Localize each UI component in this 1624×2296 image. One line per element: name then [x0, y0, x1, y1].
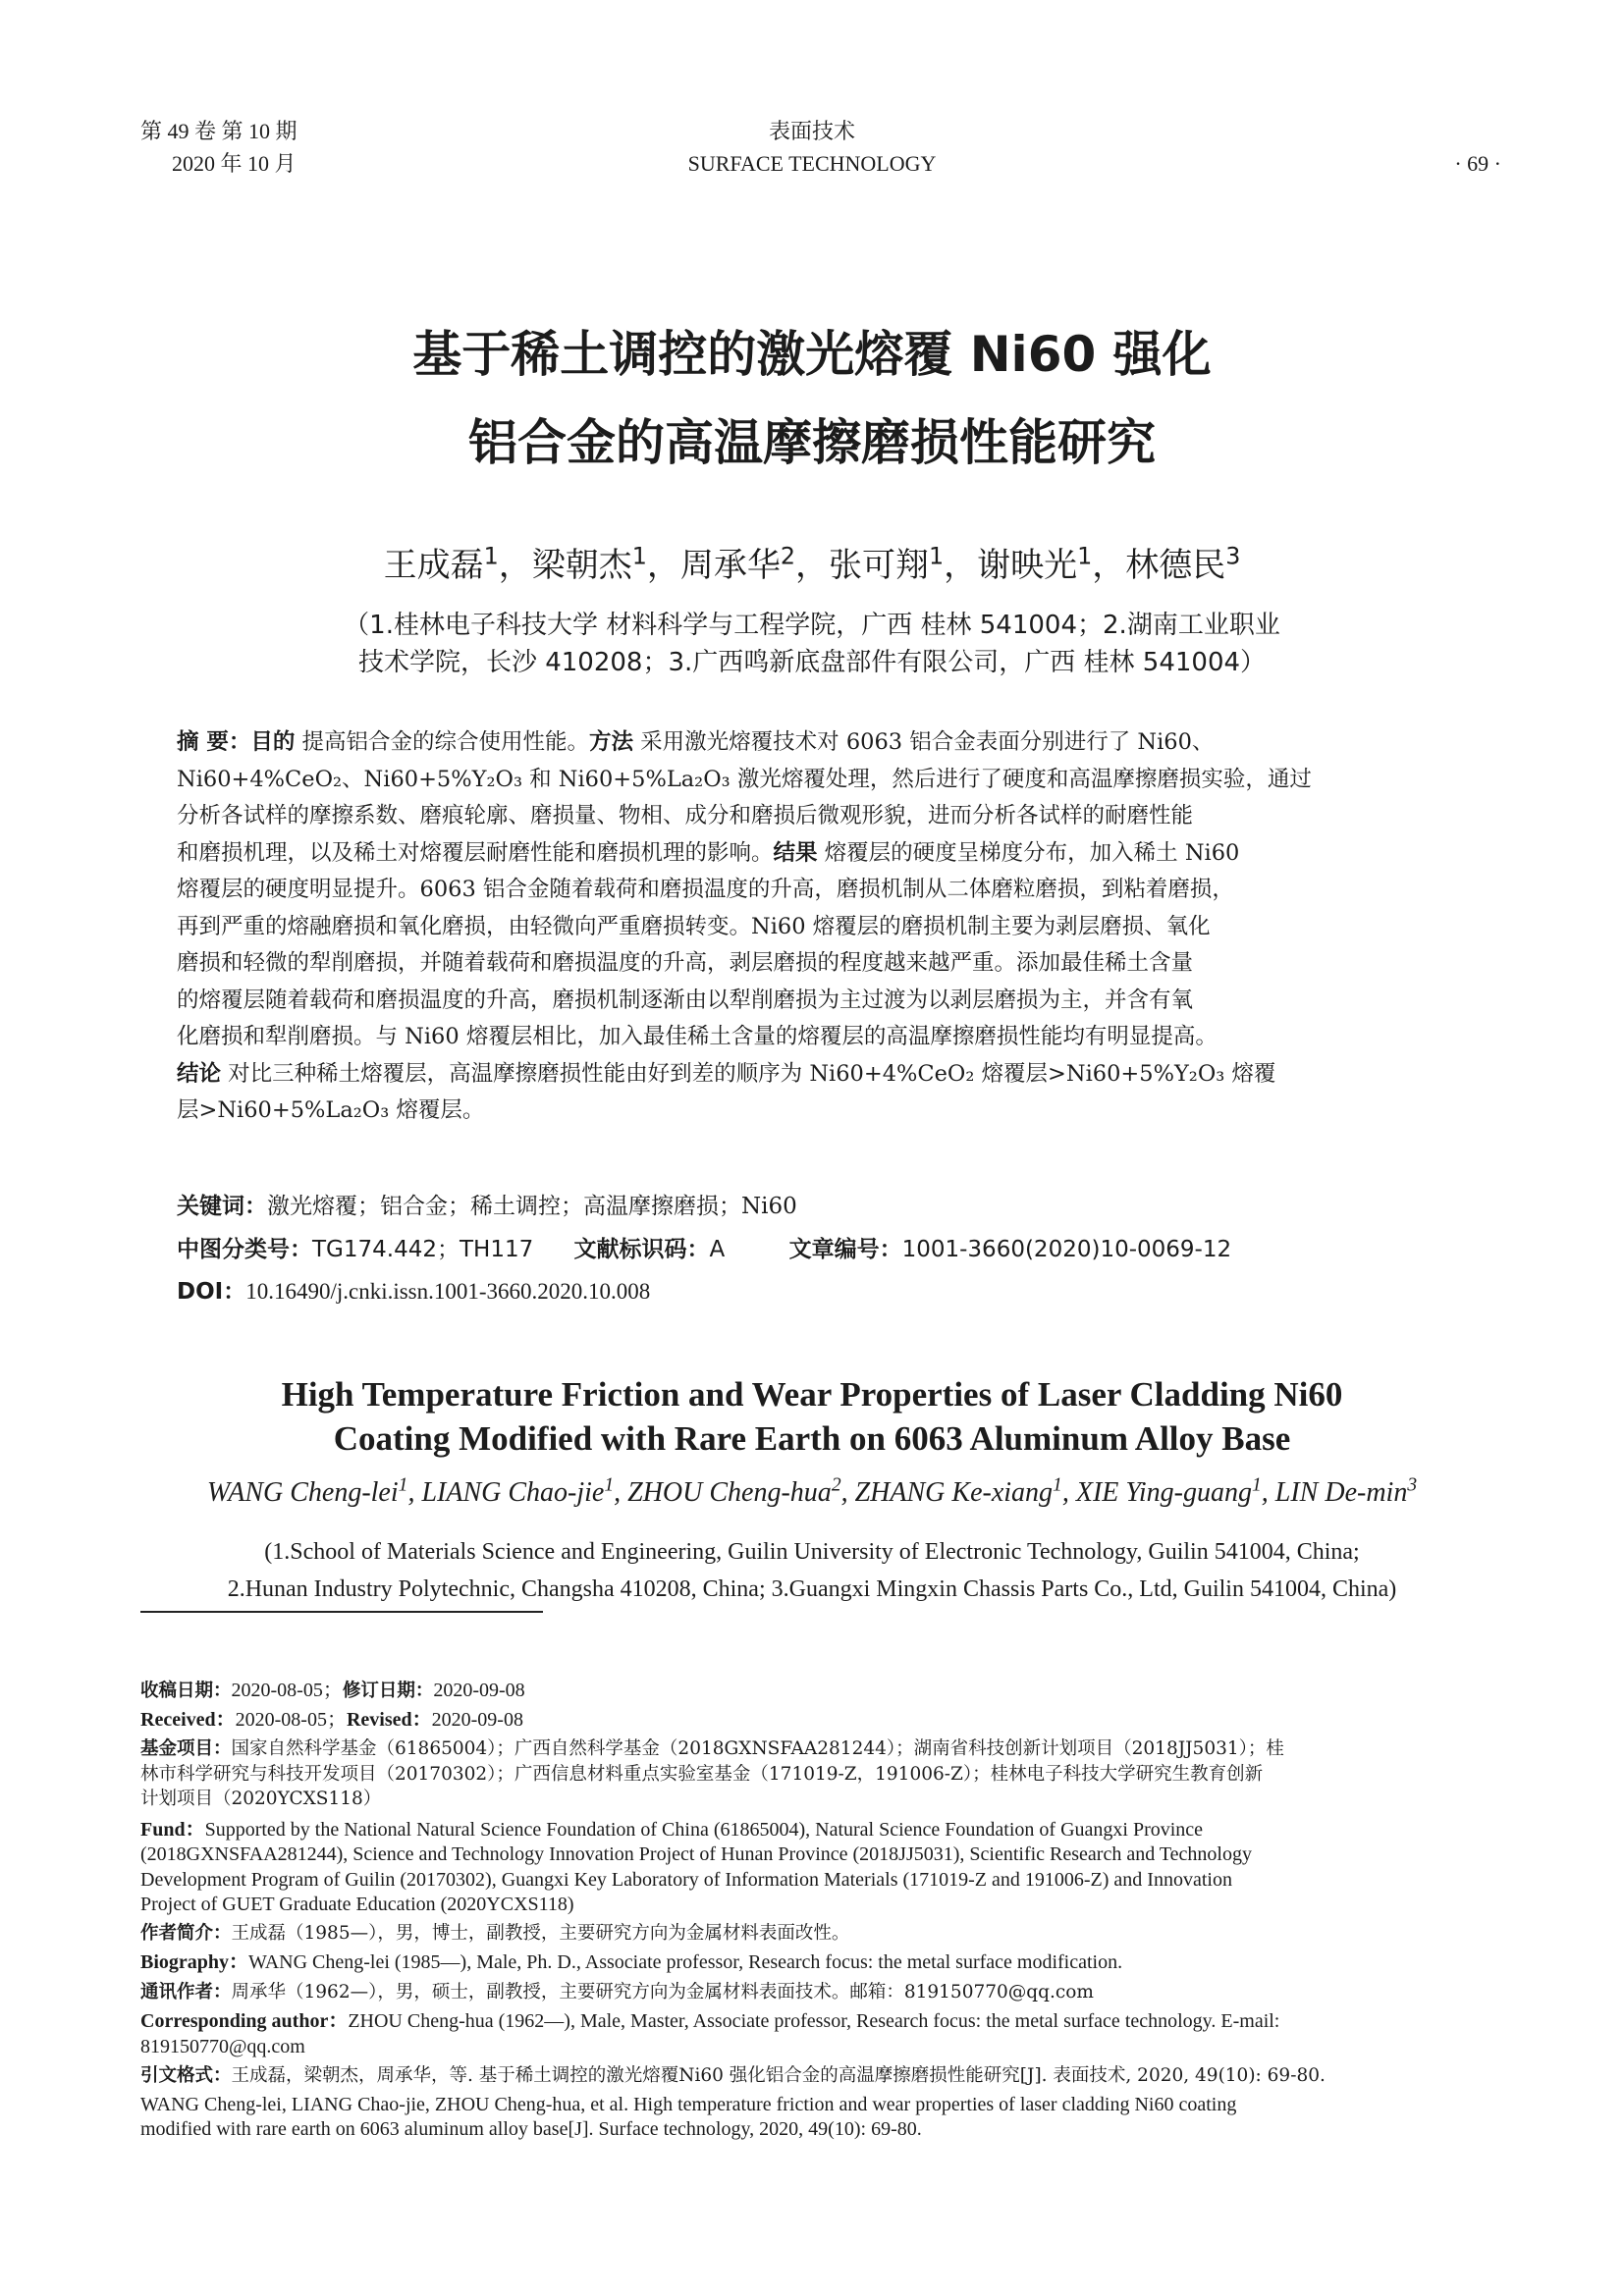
author-cn: 林德民 — [1125, 546, 1226, 585]
fund-cn-text: 国家自然科学基金（61865004）；广西自然科学基金（2018GXNSFAA281244）；湖南省科技创新计划项目（2018JJ5031）；桂 — [231, 1738, 1284, 1759]
abstract-text: 对比三种稀土熔覆层，高温摩擦磨损性能由好到差的顺序为 Ni60+4%CeO₂ 熔覆层>Ni60+5%Y₂O₃ 熔覆 — [221, 1060, 1276, 1087]
author-en: ZHANG Ke-xiang — [854, 1477, 1054, 1508]
title-en-line-1: High Temperature Friction and Wear Properties of Laser Cladding Ni60 — [281, 1375, 1343, 1414]
received-cn-label: 收稿日期： — [140, 1681, 232, 1701]
affiliation-en-line-2: 2.Hunan Industry Polytechnic, Changsha 410208, China; 3.Guangxi Mingxin Chassis Parts Co., Ltd, Guilin 541004, China) — [227, 1576, 1397, 1602]
keywords-value: 激光熔覆；铝合金；稀土调控；高温摩擦磨损；Ni60 — [267, 1194, 797, 1219]
author-cn: 梁朝杰 — [531, 546, 632, 585]
abstract-line: Ni60+4%CeO₂、Ni60+5%Y₂O₃ 和 Ni60+5%La₂O₃ 激光熔覆处理，然后进行了硬度和高温摩擦磨损实验，通过 — [177, 766, 1312, 792]
fund-en-label: Fund： — [140, 1818, 205, 1841]
affiliation-cn-line-2: 技术学院，长沙 410208；3.广西鸣新底盘部件有限公司，广西 桂林 541004） — [357, 648, 1267, 677]
abstract-text: 提高铝合金的综合使用性能。 — [295, 729, 590, 755]
fund-cn-line: 计划项目（2020YCXS118） — [140, 1789, 382, 1809]
title-cn-line-1: 基于稀土调控的激光熔覆 Ni60 强化 — [412, 326, 1212, 383]
received-cn-value: 2020-08-05； — [231, 1680, 343, 1701]
author-cn-affil-mark: 3 — [1225, 542, 1241, 570]
author-en: XIE Ying-guang — [1075, 1477, 1252, 1508]
abstract-text: 采用激光熔覆技术对 6063 铝合金表面分别进行了 Ni60、 — [633, 729, 1215, 755]
fund-en-text: Supported by the National Natural Science Foundation of China (61865004), Natural Science Foundation of Guangxi Province — [204, 1818, 1204, 1841]
abstract-cn — [177, 724, 1453, 1130]
revised-en-label: Revised： — [346, 1708, 432, 1731]
fund-en-line: Project of GUET Graduate Education (2020YCXS118) — [140, 1894, 574, 1915]
header-volume-issue: 第 49 卷 第 10 期 — [140, 119, 298, 143]
corr-en-email: 819150770@qq.com — [140, 2035, 305, 2057]
header-date: 2020 年 10 月 — [172, 151, 297, 176]
author-cn: 王成磊 — [383, 546, 484, 585]
affiliations-en — [0, 1533, 1624, 1608]
author-en-affil-mark: 1 — [604, 1474, 615, 1496]
cite-cn-label: 引文格式： — [140, 2065, 232, 2086]
doi — [177, 1273, 650, 1306]
author-en: ZHOU Cheng-hua — [627, 1477, 832, 1508]
footnotes — [140, 1679, 1495, 2143]
affiliation-cn-line-1: （1.桂林电子科技大学 材料科学与工程学院，广西 桂林 541004；2.湖南工业职业 — [344, 611, 1280, 640]
abstract-line: 的熔覆层随着载荷和磨损温度的升高，磨损机制逐渐由以犁削磨损为主过渡为以剥层磨损为主，并含有氧 — [177, 987, 1194, 1013]
author-en: LIN De-min — [1274, 1477, 1408, 1508]
revised-cn-value: 2020-09-08 — [433, 1680, 525, 1701]
fund-cn-line: 林市科学研究与科技开发项目（20170302）；广西信息材料重点实验室基金（171019-Z，191006-Z）；桂林电子科技大学研究生教育创新 — [140, 1763, 1264, 1785]
cite-cn-value: 王成磊，梁朝杰，周承华，等. 基于稀土调控的激光熔覆Ni60 强化铝合金的高温摩擦磨损性能研究[J]. 表面技术, 2020, 49(10): 69-80. — [231, 2065, 1326, 2086]
bio-en-label: Biography： — [140, 1951, 249, 1973]
abstract-line: 层>Ni60+5%La₂O₃ 熔覆层。 — [177, 1097, 485, 1123]
abstract-text: 熔覆层的硬度呈梯度分布，加入稀土 Ni60 — [817, 839, 1240, 866]
author-en-affil-mark: 1 — [1053, 1474, 1062, 1496]
abstract-label: 摘 要： — [177, 729, 251, 755]
doc-code-value: A — [709, 1237, 726, 1262]
method-label: 方法 — [589, 729, 634, 755]
author-en: WANG Cheng-lei — [206, 1477, 399, 1508]
revised-cn-label: 修订日期： — [342, 1681, 434, 1701]
title-en-line-2: Coating Modified with Rare Earth on 6063 Aluminum Alloy Base — [333, 1419, 1291, 1458]
article-number-value: 1001-3660(2020)10-0069-12 — [901, 1237, 1232, 1262]
header-journal-cn: 表面技术 — [768, 119, 855, 143]
abstract-line: 分析各试样的摩擦系数、磨痕轮廓、磨损量、物相、成分和磨损后微观形貌，进而分析各试样的耐磨性能 — [177, 803, 1194, 828]
author-cn-affil-mark: 1 — [1077, 542, 1093, 570]
author-cn-affil-mark: 1 — [483, 542, 499, 570]
author-cn: 张可翔 — [829, 546, 929, 585]
corr-cn-value: 周承华（1962—），男，硕士，副教授，主要研究方向为金属材料表面技术。邮箱：819150770@qq.com — [231, 1981, 1094, 2002]
authors-cn: 王成磊$^1$，梁朝杰$^1$，周承华$^2$，张可翔$^1$，谢映光$^1$，林德民$^3$ — [383, 542, 1241, 585]
abstract-line: 熔覆层的硬度明显提升。6063 铝合金随着载荷和磨损温度的升高，磨损机制从二体磨粒磨损，到粘着磨损， — [177, 877, 1234, 902]
clc-value: TG174.442；TH117 — [312, 1237, 534, 1262]
keywords-label: 关键词： — [177, 1194, 267, 1219]
result-label: 结果 — [773, 839, 818, 866]
author-cn-affil-mark: 2 — [780, 542, 795, 570]
bio-cn-value: 王成磊（1985—），男，博士，副教授，主要研究方向为金属材料表面改性。 — [231, 1922, 850, 1944]
revised-en-value: 2020-09-08 — [431, 1708, 523, 1731]
author-en-affil-mark: 3 — [1407, 1474, 1418, 1496]
corr-en-label: Corresponding author： — [140, 2010, 349, 2032]
keywords — [177, 1188, 797, 1220]
header-page-number: · 69 · — [1454, 151, 1501, 176]
author-cn-affil-mark: 1 — [929, 542, 945, 570]
bio-cn-label: 作者简介： — [140, 1922, 232, 1944]
fund-en-line: Development Program of Guilin (20170302), Guangxi Key Laboratory of Information Materials (171019-Z and 191006-Z) and Innovation — [140, 1868, 1232, 1891]
doi-value[interactable]: 10.16490/j.cnki.issn.1001-3660.2020.10.008 — [245, 1279, 651, 1304]
fund-cn-label: 基金项目： — [140, 1738, 232, 1759]
clc-label: 中图分类号： — [177, 1237, 312, 1262]
author-en-affil-mark: 1 — [398, 1474, 408, 1496]
doc-code-label: 文献标识码： — [573, 1237, 710, 1262]
author-cn: 周承华 — [679, 546, 781, 585]
corr-cn-label: 通讯作者： — [140, 1981, 232, 2002]
author-cn-affil-mark: 1 — [631, 542, 647, 570]
abstract-line: 磨损和轻微的犁削磨损，并随着载荷和磨损温度的升高，剥层磨损的程度越来越严重。添加最佳稀土含量 — [177, 950, 1194, 976]
affiliations-cn — [0, 607, 1624, 681]
author-en-affil-mark: 2 — [831, 1474, 841, 1496]
received-en-label: Received： — [140, 1708, 236, 1731]
authors-en: WANG Cheng-lei$^1$, LIANG Chao-jie$^1$, ZHOU Cheng-hua$^2$, ZHANG Ke-xiang$^1$, XIE Ying-guang$^1$, LIN $De-\min^3$ — [206, 1474, 1418, 1508]
purpose-label: 目的 — [250, 729, 296, 755]
footnote-divider — [140, 1611, 543, 1613]
abstract-line: 再到严重的熔融磨损和氧化磨损，由轻微向严重磨损转变。Ni60 熔覆层的磨损机制主要为剥层磨损、氧化 — [177, 913, 1211, 939]
author-en: LIANG Chao-jie — [421, 1477, 605, 1508]
article-number-label: 文章编号： — [788, 1237, 902, 1262]
abstract-line: 化磨损和犁削磨损。与 Ni60 熔覆层相比，加入最佳稀土含量的熔覆层的高温摩擦磨损性能均有明显提高。 — [177, 1024, 1218, 1049]
title-cn-line-2: 铝合金的高温摩擦磨损性能研究 — [468, 414, 1156, 471]
corr-en-value: ZHOU Cheng-hua (1962—), Male, Master, Associate professor, Research focus: the metal surface technology. E-mail: — [348, 2010, 1280, 2032]
conclusion-label: 结论 — [177, 1060, 222, 1087]
received-en-value: 2020-08-05； — [235, 1708, 347, 1731]
cite-en-line: modified with rare earth on 6063 aluminum alloy base[J]. Surface technology, 2020, 49(10): 69-80. — [140, 2118, 922, 2140]
header-journal-en: SURFACE TECHNOLOGY — [687, 151, 937, 176]
fund-en-line: (2018GXNSFAA281244), Science and Technology Innovation Project of Hunan Province (2018JJ5031), Scientific Research and Technology — [140, 1843, 1252, 1865]
abstract-text: 和磨损机理，以及稀土对熔覆层耐磨性能和磨损机理的影响。 — [177, 839, 774, 866]
doi-label: DOI： — [177, 1279, 246, 1305]
cite-en-line: WANG Cheng-lei, LIANG Chao-jie, ZHOU Cheng-hua, et al. High temperature friction and wear properties of laser cladding Ni60 coating — [140, 2093, 1237, 2115]
affiliation-en-line-1: (1.School of Materials Science and Engineering, Guilin University of Electronic Technology, Guilin 541004, China; — [264, 1539, 1360, 1565]
classification — [177, 1231, 1231, 1263]
author-cn: 谢映光 — [977, 546, 1078, 585]
bio-en-value: WANG Cheng-lei (1985—), Male, Ph. D., Associate professor, Research focus: the metal surface modification. — [248, 1951, 1123, 1973]
author-en-affil-mark: 1 — [1251, 1474, 1262, 1496]
